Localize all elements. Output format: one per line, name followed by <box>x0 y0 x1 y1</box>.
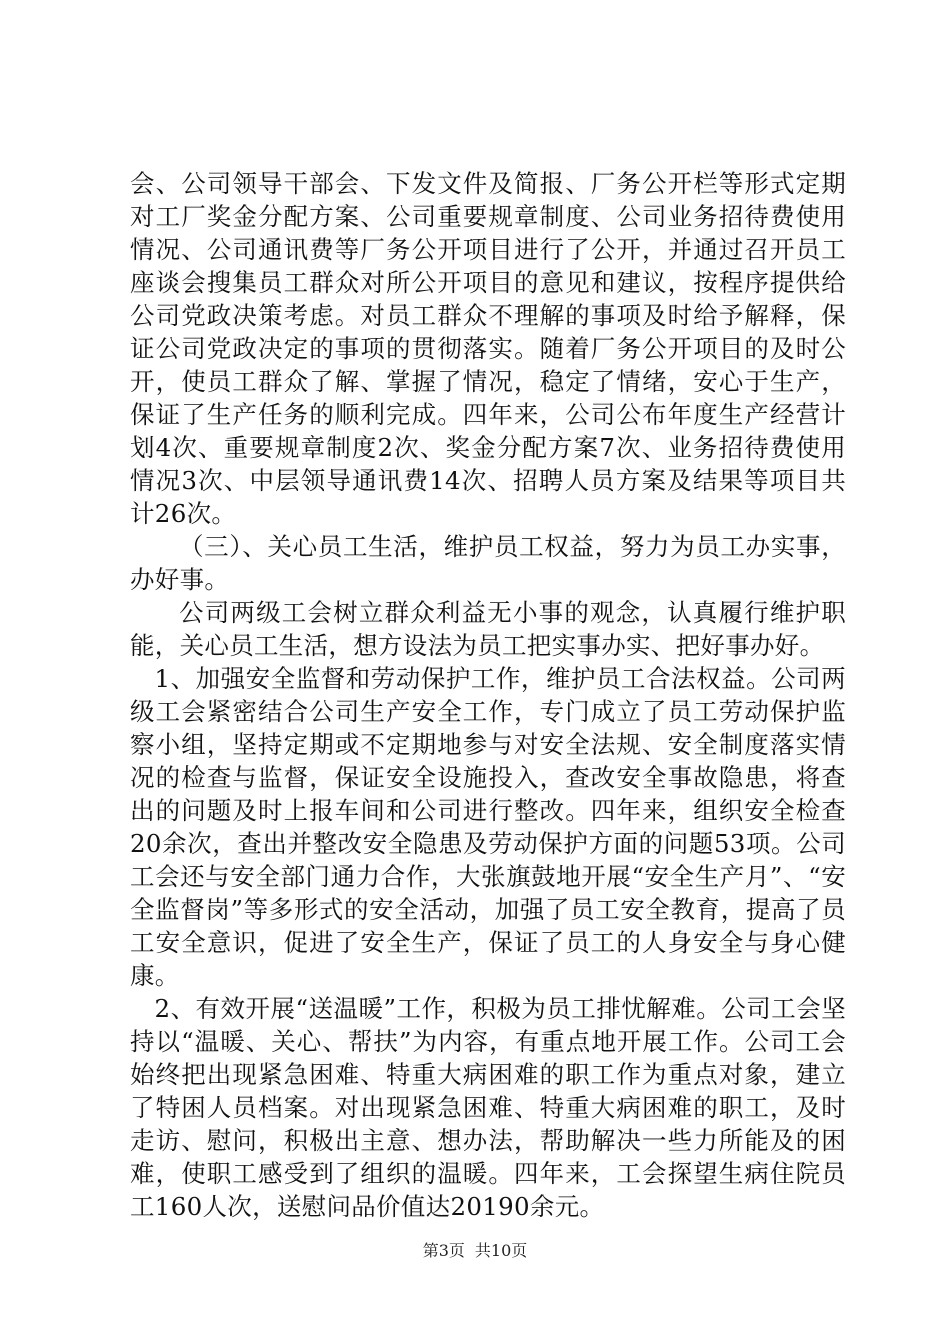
page-number-total: 共10页 <box>474 1241 528 1260</box>
page-footer <box>0 1241 950 1261</box>
paragraph-union-intro: 公司两级工会树立群众利益无小事的观念，认真履行维护职能，关心员工生活，想方设法为员工把实事办实、把好事办好。 <box>130 598 846 660</box>
section-heading-three: （三）、关心员工生活，维护员工权益，努力为员工办实事，办好事。 <box>130 532 846 594</box>
paragraph-continuation: 会、公司领导干部会、下发文件及简报、厂务公开栏等形式定期对工厂奖金分配方案、公司重要规章制度、公司业务招待费使用情况、公司通讯费等厂务公开项目进行了公开，并通过召开员工座谈会搜集员工群众对所公开项目的意见和建议，按程序提供给公司党政决策考虑。对员工群众不理解的事项及时给予解释，保证公司党政决定的事项的贯彻落实。随着厂务公开项目的及时公开，使员工群众了解、掌握了情况，稳定了情绪，安心于生产，保证了生产任务的顺利完成。四年来，公司公布年度生产经营计划4次、重要规章制度2次、奖金分配方案7次、业务招待费使用情况3次、中层领导通讯费14次、招聘人员方案及结果等项目共计26次。 <box>130 169 846 528</box>
page-number-current: 第3页 <box>422 1241 465 1260</box>
paragraph-warmth-campaign: 2、有效开展“送温暖”工作，积极为员工排忧解难。公司工会坚持以“温暖、关心、帮扶”为内容，有重点地开展工作。公司工会始终把出现紧急困难、特重大病困难的职工作为重点对象，建立了特困人员档案。对出现紧急困难、特重大病困难的职工，及时走访、慰问，积极出主意、想办法，帮助解决一些力所能及的困难，使职工感受到了组织的温暖。四年来，工会探望生病住院员工160人次，送慰问品价值达20190余元。 <box>130 994 846 1221</box>
document-body <box>130 167 846 1223</box>
paragraph-safety-supervision: 1、加强安全监督和劳动保护工作，维护员工合法权益。公司两级工会紧密结合公司生产安全工作，专门成立了员工劳动保护监察小组，坚持定期或不定期地参与对安全法规、安全制度落实情况的检查与监督，保证安全设施投入，查改安全事故隐患，将查出的问题及时上报车间和公司进行整改。四年来，组织安全检查20余次，查出并整改安全隐患及劳动保护方面的问题53项。公司工会还与安全部门通力合作，大张旗鼓地开展“安全生产月”、“安全监督岗”等多形式的安全活动，加强了员工安全教育，提高了员工安全意识，促进了安全生产，保证了员工的人身安全与身心健康。 <box>130 664 846 990</box>
